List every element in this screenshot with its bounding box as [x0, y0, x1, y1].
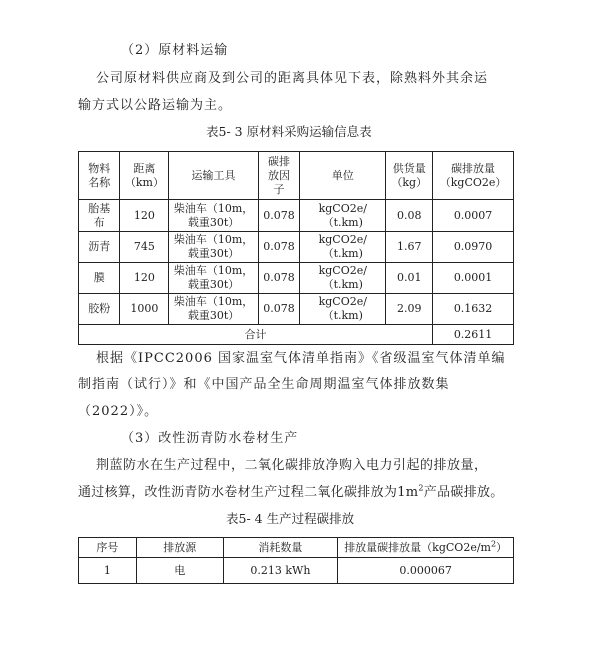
table-row	[79, 263, 514, 294]
cell-emission-factor: 0.078	[258, 294, 299, 325]
table-row	[79, 294, 514, 325]
section-2-heading: （2）原材料运输	[121, 43, 229, 58]
cell-transport-tool: 柴油车（10m， 载重30t）	[169, 232, 258, 263]
cell-material-name: 胶粉	[79, 294, 120, 325]
cell-emission-source: 电	[136, 558, 223, 584]
section-2-paragraph-line-1: 公司原材料供应商及到公司的距离具体见下表，除熟料外其余运	[96, 71, 489, 86]
header-emission-amount: 排放量碳排放量$(kgCO2e/m^2)$	[338, 538, 514, 558]
cell-emission: 0.0001	[433, 263, 514, 294]
header-emission-factor: 碳排 放因 子	[258, 152, 299, 200]
table-2-header-row	[79, 538, 514, 558]
cell-emission-amount: 0.000067	[338, 558, 514, 584]
header-supply: 供货量 （kg）	[386, 152, 433, 200]
cell-distance: 1000	[120, 294, 169, 325]
cell-transport-tool: 柴油车（10m， 载重30t）	[169, 294, 258, 325]
table-1-caption: 表5- 3 原材料采购运输信息表	[206, 124, 372, 139]
cell-unit: kgCO2e/ （t.km)	[300, 200, 386, 232]
cell-consumption: 0.213 kWh	[223, 558, 338, 584]
header-emission-source: 排放源	[136, 538, 223, 558]
table-total-row	[79, 325, 514, 345]
header-emission: 碳排放量 （kgCO2e）	[433, 152, 514, 200]
header-material-name: 物料 名称	[79, 152, 120, 200]
source-line-2: 制指南（试行）》和《中国产品全生命周期温室气体排放数集	[78, 377, 450, 392]
cell-material-name: 沥青	[79, 232, 120, 263]
section-3-heading: （3）改性沥青防水卷材生产	[121, 431, 299, 446]
cell-distance: 120	[120, 200, 169, 232]
header-transport-tool: 运输工具	[169, 152, 258, 200]
cell-emission-factor: 0.078	[258, 232, 299, 263]
cell-emission: 0.0970	[433, 232, 514, 263]
raw-material-transport-table	[78, 151, 514, 345]
cell-distance: 745	[120, 232, 169, 263]
cell-unit: kgCO2e/ （t.km)	[300, 294, 386, 325]
source-line-1: 根据《IPCC2006 国家温室气体清单指南》《省级温室气体清单编	[96, 351, 506, 366]
cell-emission-factor: 0.078	[258, 200, 299, 232]
header-consumption: 消耗数量	[223, 538, 338, 558]
cell-unit: kgCO2e/ （t.km)	[300, 263, 386, 294]
table-1-header-row	[79, 152, 514, 200]
total-label: 合计	[79, 325, 433, 345]
cell-supply: 0.08	[386, 200, 433, 232]
header-no: 序号	[79, 538, 137, 558]
cell-emission: 0.0007	[433, 200, 514, 232]
cell-no: 1	[79, 558, 137, 584]
source-line-3: （2022）》。	[78, 404, 159, 419]
cell-emission-factor: 0.078	[258, 263, 299, 294]
cell-supply: 0.01	[386, 263, 433, 294]
table-row	[79, 232, 514, 263]
cell-material-name: 胎基 布	[79, 200, 120, 232]
header-distance: 距离 （km）	[120, 152, 169, 200]
header-unit: 单位	[300, 152, 386, 200]
cell-distance: 120	[120, 263, 169, 294]
cell-supply: 1.67	[386, 232, 433, 263]
cell-material-name: 膜	[79, 263, 120, 294]
section-2-paragraph-line-2: 输方式以公路运输为主。	[78, 98, 233, 113]
production-emission-table	[78, 537, 514, 584]
cell-transport-tool: 柴油车（10m， 载重30t）	[169, 200, 258, 232]
table-row	[79, 200, 514, 232]
section-3-paragraph-line-2: 通过核算，改性沥青防水卷材生产过程二氧化碳排放为$1m^2$产品碳排放。	[78, 483, 504, 500]
table-row	[79, 558, 514, 584]
cell-transport-tool: 柴油车（10m， 载重30t）	[169, 263, 258, 294]
section-3-paragraph-line-1: 荆蓝防水在生产过程中，二氧化碳排放净购入电力引起的排放量，	[96, 458, 488, 473]
total-value: 0.2611	[433, 325, 514, 345]
cell-unit: kgCO2e/ （t.km)	[300, 232, 386, 263]
cell-supply: 2.09	[386, 294, 433, 325]
cell-emission: 0.1632	[433, 294, 514, 325]
table-2-caption: 表5- 4 生产过程碳排放	[226, 511, 355, 526]
